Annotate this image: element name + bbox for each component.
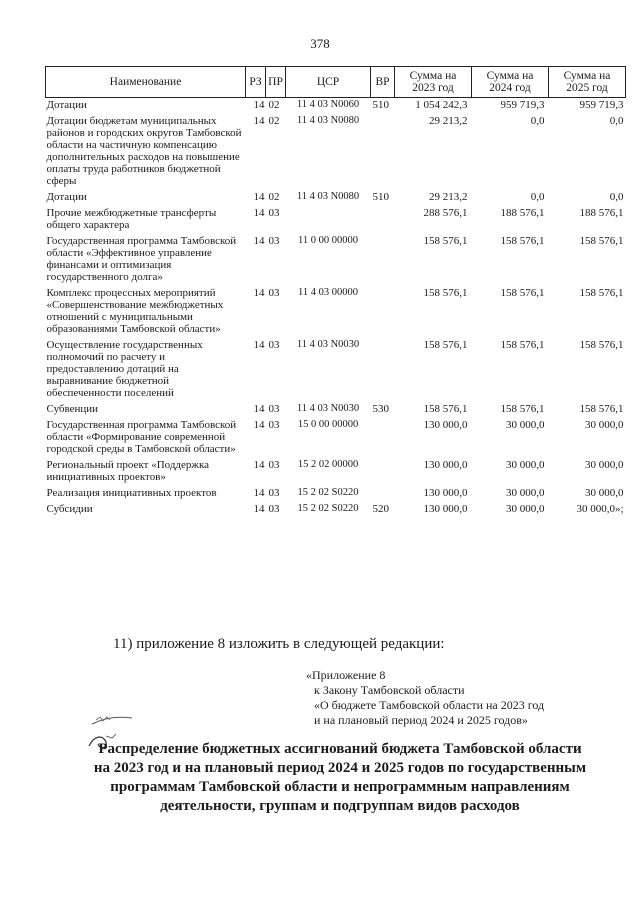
cell-sum-2024-text: 30 000,0	[506, 487, 545, 499]
table-body	[46, 98, 626, 519]
cell-sum-2025-text: 0,0	[609, 191, 624, 203]
cell-sum-2024	[472, 98, 549, 115]
cell-name-text: Дотации	[46, 99, 87, 111]
cell-rz	[246, 402, 266, 418]
cell-pr	[266, 234, 286, 286]
closing-quote: »;	[614, 503, 624, 515]
amendment-item-11: 11) приложение 8 изложить в следующей редакции:	[113, 636, 445, 652]
title-line: программам Тамбовской области и непрограммным направлениям	[110, 779, 570, 795]
cell-sum-2024-text: 0,0	[530, 191, 545, 203]
cell-sum-2024	[472, 486, 549, 502]
table-row	[46, 502, 626, 518]
cell-csr	[286, 98, 371, 115]
cell-vr-text: 520	[372, 503, 389, 515]
cell-vr	[371, 234, 395, 286]
cell-sum-2025-text: 0,0	[609, 115, 624, 127]
budget-table	[45, 66, 626, 518]
cell-rz	[246, 206, 266, 234]
cell-sum-2024-text: 30 000,0	[506, 419, 545, 431]
cell-sum-2025-text: 158 576,1	[579, 339, 624, 351]
cell-pr-text: 03	[268, 487, 280, 499]
table-row	[46, 338, 626, 402]
cell-sum-2024-text: 158 576,1	[500, 403, 545, 415]
cell-csr	[286, 402, 371, 418]
cell-sum-2023-text: 158 576,1	[423, 287, 468, 299]
cell-name	[46, 286, 246, 338]
cell-sum-2023-text: 130 000,0	[423, 503, 468, 515]
table-row	[46, 418, 626, 458]
cell-sum-2024-text: 30 000,0	[506, 503, 545, 515]
cell-sum-2023	[395, 98, 472, 115]
cell-rz-text: 14	[253, 403, 265, 415]
table-row	[46, 234, 626, 286]
cell-name	[46, 458, 246, 486]
cell-pr-text: 03	[268, 403, 280, 415]
cell-rz	[246, 458, 266, 486]
cell-name-text: Субвенции	[46, 403, 99, 415]
cell-csr-text: 11 4 03 N0030	[296, 403, 360, 414]
header-rz: РЗ	[246, 67, 266, 98]
title-line: деятельности, группам и подгруппам видов расходов	[160, 798, 520, 814]
cell-rz-text: 14	[253, 287, 265, 299]
cell-pr	[266, 190, 286, 206]
cell-sum-2023	[395, 458, 472, 486]
cell-rz	[246, 502, 266, 518]
cell-csr-text: 11 4 03 N0080	[296, 115, 360, 126]
cell-sum-2024-text: 158 576,1	[500, 235, 545, 247]
cell-sum-2023	[395, 338, 472, 402]
cell-pr-text: 02	[268, 115, 280, 127]
table-row	[46, 190, 626, 206]
cell-sum-2024-text: 188 576,1	[500, 207, 545, 219]
cell-pr-text: 03	[268, 235, 280, 247]
cell-csr-text: 11 4 03 N0030	[296, 339, 360, 350]
cell-sum-2025	[549, 402, 626, 418]
cell-sum-2023-text: 29 213,2	[429, 191, 468, 203]
cell-pr	[266, 114, 286, 190]
cell-pr	[266, 206, 286, 234]
cell-pr	[266, 98, 286, 115]
cell-rz	[246, 234, 266, 286]
cell-sum-2024	[472, 502, 549, 518]
cell-sum-2025-text: 30 000,0	[585, 459, 624, 471]
header-vr: ВР	[371, 67, 395, 98]
cell-name	[46, 418, 246, 458]
cell-pr-text: 03	[268, 287, 280, 299]
table-row	[46, 98, 626, 115]
cell-pr-text: 03	[268, 207, 280, 219]
cell-pr	[266, 418, 286, 458]
cell-sum-2025-text: 30 000,0	[585, 487, 624, 499]
cell-pr	[266, 486, 286, 502]
cell-rz-text: 14	[253, 115, 265, 127]
cell-sum-2025	[549, 98, 626, 115]
cell-pr-text: 03	[268, 459, 280, 471]
cell-sum-2023-text: 158 576,1	[423, 403, 468, 415]
cell-pr	[266, 458, 286, 486]
cell-csr	[286, 190, 371, 206]
cell-sum-2023-text: 288 576,1	[423, 207, 468, 219]
cell-vr	[371, 98, 395, 115]
cell-sum-2025	[549, 190, 626, 206]
cell-pr	[266, 338, 286, 402]
cell-vr	[371, 502, 395, 518]
cell-name-text: Реализация инициативных проектов	[46, 487, 217, 499]
cell-sum-2023	[395, 486, 472, 502]
cell-name	[46, 190, 246, 206]
cell-pr-text: 02	[268, 191, 280, 203]
annex-line: «О бюджете Тамбовской области на 2023 год	[314, 698, 545, 712]
cell-sum-2023	[395, 234, 472, 286]
header-sum-2025: Сумма на 2025 год	[549, 67, 626, 98]
cell-sum-2025-text: 158 576,1	[579, 287, 624, 299]
cell-csr-text: 15 2 02 00000	[297, 459, 359, 470]
cell-rz-text: 14	[253, 99, 265, 111]
cell-sum-2025	[549, 418, 626, 458]
cell-vr	[371, 190, 395, 206]
annex-line: и на плановый период 2024 и 2025 годов»	[314, 713, 528, 727]
cell-name	[46, 234, 246, 286]
cell-pr-text: 03	[268, 339, 280, 351]
cell-name	[46, 98, 246, 115]
cell-rz-text: 14	[253, 207, 265, 219]
cell-vr-text: 530	[372, 403, 389, 415]
cell-vr-text: 510	[372, 99, 389, 111]
cell-sum-2025	[549, 286, 626, 338]
annex-reference	[306, 668, 544, 728]
cell-sum-2023	[395, 418, 472, 458]
cell-rz-text: 14	[253, 191, 265, 203]
cell-csr	[286, 418, 371, 458]
cell-sum-2023	[395, 206, 472, 234]
cell-csr	[286, 114, 371, 190]
table-row	[46, 402, 626, 418]
cell-csr-text: 11 4 03 00000	[298, 287, 358, 298]
cell-sum-2023	[395, 286, 472, 338]
cell-sum-2023	[395, 502, 472, 518]
cell-name-text: Дотации	[46, 191, 87, 203]
header-name: Наименование	[46, 67, 246, 98]
cell-sum-2024	[472, 338, 549, 402]
cell-sum-2023	[395, 190, 472, 206]
cell-rz-text: 14	[253, 459, 265, 471]
cell-sum-2025-text: 959 719,3	[579, 99, 624, 111]
cell-sum-2025	[549, 206, 626, 234]
cell-rz	[246, 486, 266, 502]
header-sum-2023: Сумма на 2023 год	[395, 67, 472, 98]
title-line: на 2023 год и на плановый период 2024 и 2025 годов по государственным	[93, 760, 587, 776]
cell-csr	[286, 286, 371, 338]
cell-sum-2023-text: 130 000,0	[423, 459, 468, 471]
cell-vr	[371, 286, 395, 338]
cell-name-text: Субсидии	[46, 503, 93, 515]
cell-vr	[371, 114, 395, 190]
cell-sum-2023-text: 130 000,0	[423, 419, 468, 431]
cell-pr	[266, 502, 286, 518]
cell-sum-2024-text: 158 576,1	[500, 339, 545, 351]
cell-sum-2024	[472, 206, 549, 234]
table-row	[46, 458, 626, 486]
page-number: 378	[310, 36, 330, 51]
cell-sum-2025	[549, 502, 626, 518]
cell-name	[46, 502, 246, 518]
cell-rz-text: 14	[253, 487, 265, 499]
cell-name-text: Дотации бюджетам муниципальных районов и городских округов Тамбовской области на частичную компенсацию дополнительных расходов на повышение оплаты труда работников бюджетной сферы	[46, 115, 242, 187]
cell-sum-2024	[472, 402, 549, 418]
table-row	[46, 486, 626, 502]
cell-sum-2023	[395, 402, 472, 418]
cell-sum-2025	[549, 458, 626, 486]
cell-sum-2023	[395, 114, 472, 190]
cell-sum-2024-text: 30 000,0	[506, 459, 545, 471]
cell-sum-2023-text: 1 054 242,3	[415, 99, 468, 111]
cell-vr-text: 510	[372, 191, 389, 203]
cell-pr	[266, 402, 286, 418]
cell-name-text: Государственная программа Тамбовской области «Формирование современной городской среды в Тамбовской области»	[46, 419, 237, 455]
cell-name	[46, 486, 246, 502]
document-title	[60, 740, 620, 816]
cell-sum-2025	[549, 234, 626, 286]
cell-csr-text: 15 2 02 S0220	[297, 487, 359, 498]
cell-sum-2024	[472, 190, 549, 206]
cell-sum-2024	[472, 458, 549, 486]
header-sum-2024: Сумма на 2024 год	[472, 67, 549, 98]
cell-sum-2025-text: 158 576,1	[579, 235, 624, 247]
cell-csr	[286, 502, 371, 518]
cell-name-text: Государственная программа Тамбовской области «Эффективное управление финансами и оптимизация государственного долга»	[46, 235, 237, 283]
cell-csr-text: 11 4 03 N0060	[296, 99, 360, 110]
cell-sum-2024-text: 959 719,3	[500, 99, 545, 111]
cell-csr-text: 15 0 00 00000	[297, 419, 359, 430]
cell-rz	[246, 418, 266, 458]
cell-sum-2024	[472, 234, 549, 286]
cell-sum-2025-text: 158 576,1	[579, 403, 624, 415]
table-row	[46, 286, 626, 338]
cell-csr-text: 11 0 00 00000	[298, 235, 358, 246]
cell-vr	[371, 338, 395, 402]
cell-sum-2025	[549, 114, 626, 190]
title-line: Распределение бюджетных ассигнований бюджета Тамбовской области	[98, 741, 582, 757]
cell-rz	[246, 98, 266, 115]
cell-sum-2024	[472, 114, 549, 190]
cell-sum-2024	[472, 286, 549, 338]
cell-rz-text: 14	[253, 419, 265, 431]
cell-name	[46, 402, 246, 418]
header-pr: ПР	[266, 67, 286, 98]
cell-name-text: Региональный проект «Поддержка инициативных проектов»	[46, 459, 210, 483]
cell-name	[46, 206, 246, 234]
cell-sum-2024-text: 158 576,1	[500, 287, 545, 299]
cell-rz-text: 14	[253, 339, 265, 351]
cell-rz-text: 14	[253, 503, 265, 515]
cell-sum-2024	[472, 418, 549, 458]
annex-line: «Приложение 8	[306, 668, 386, 682]
cell-sum-2023-text: 158 576,1	[423, 235, 468, 247]
cell-sum-2025	[549, 486, 626, 502]
cell-rz	[246, 338, 266, 402]
cell-rz-text: 14	[253, 235, 265, 247]
cell-vr	[371, 418, 395, 458]
cell-pr-text: 03	[268, 503, 280, 515]
cell-sum-2025-text: 188 576,1	[579, 207, 624, 219]
cell-pr	[266, 286, 286, 338]
cell-csr	[286, 234, 371, 286]
cell-vr	[371, 206, 395, 234]
cell-vr	[371, 486, 395, 502]
cell-csr	[286, 338, 371, 402]
cell-name-text: Осуществление государственных полномочий по расчету и предоставлению дотаций на выравнивание бюджетной обеспеченности поселений	[46, 339, 203, 399]
cell-sum-2023-text: 130 000,0	[423, 487, 468, 499]
cell-csr-text: 11 4 03 N0080	[296, 191, 360, 202]
cell-name-text: Прочие межбюджетные трансферты общего характера	[46, 207, 217, 231]
table-row	[46, 114, 626, 190]
table-row	[46, 206, 626, 234]
cell-name	[46, 114, 246, 190]
table-header	[46, 67, 626, 98]
cell-sum-2025	[549, 338, 626, 402]
cell-pr-text: 03	[268, 419, 280, 431]
cell-rz	[246, 190, 266, 206]
cell-csr	[286, 458, 371, 486]
cell-sum-2025-text: 30 000,0	[585, 419, 624, 431]
cell-rz	[246, 114, 266, 190]
cell-name	[46, 338, 246, 402]
cell-csr	[286, 486, 371, 502]
cell-pr-text: 02	[268, 99, 280, 111]
cell-sum-2025-text: 30 000,0	[576, 503, 615, 515]
cell-rz	[246, 286, 266, 338]
cell-name-text: Комплекс процессных мероприятий «Совершенствование межбюджетных отношений с муниципальными образованиями Тамбовской области»	[46, 287, 224, 335]
cell-sum-2024-text: 0,0	[530, 115, 545, 127]
cell-vr	[371, 402, 395, 418]
cell-sum-2023-text: 158 576,1	[423, 339, 468, 351]
cell-vr	[371, 458, 395, 486]
cell-csr	[286, 206, 371, 234]
cell-sum-2023-text: 29 213,2	[429, 115, 468, 127]
header-csr: ЦСР	[286, 67, 371, 98]
annex-line: к Закону Тамбовской области	[314, 683, 465, 697]
cell-csr-text: 15 2 02 S0220	[297, 503, 359, 514]
